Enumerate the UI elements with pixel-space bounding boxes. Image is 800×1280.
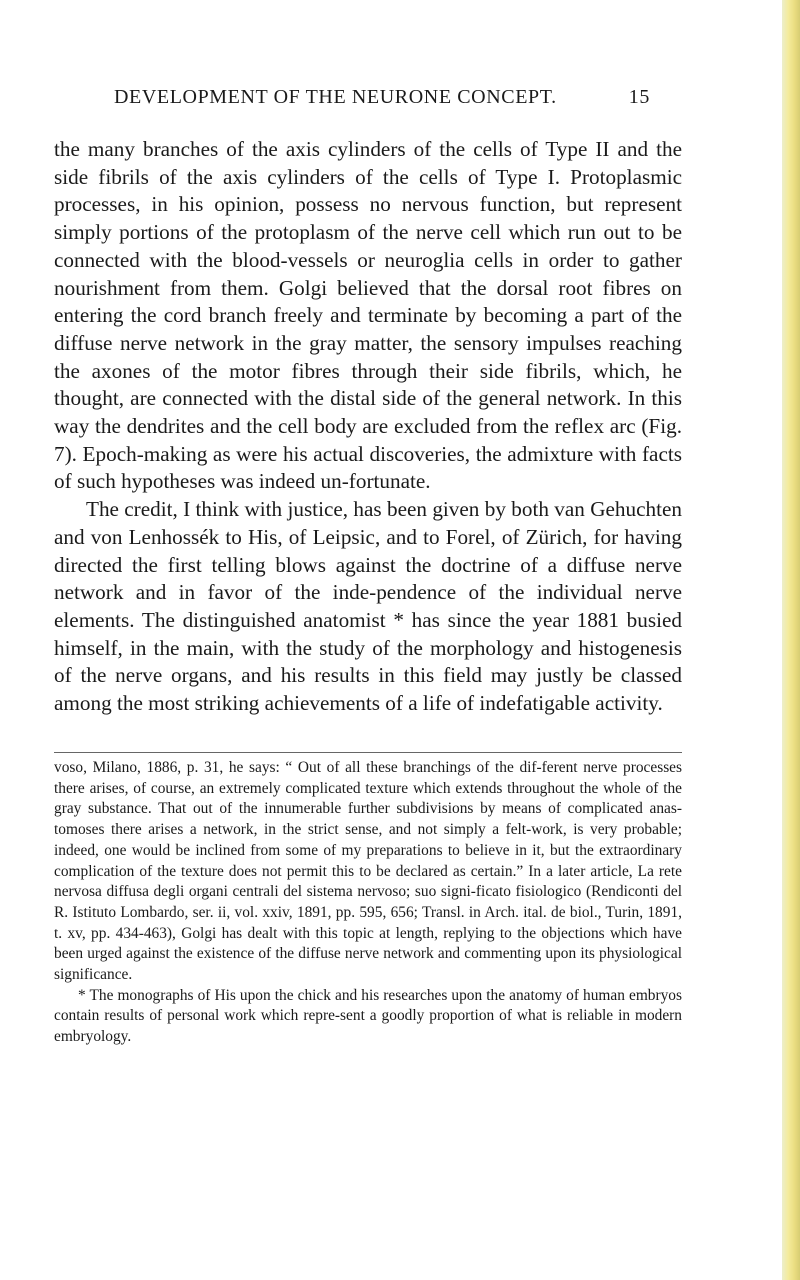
footnote-separator <box>54 752 682 753</box>
body-paragraph-2: The credit, I think with justice, has been given by both van Gehuchten and von Lenhossék to His, of Leipsic, and to Forel, of Zürich, for having directed the first telling blows against the doctrine of a diffuse nerve network and in favor of the inde-pendence of the individual nerve elements. The distinguished anatomist * has since the year 1881 busied himself, in the main, with the study of the morphology and histogenesis of the nerve organs, and his results in this field may justly be classed among the most striking achievements of a life of indefatigable activity. <box>54 497 682 716</box>
footnote-asterisk: * The monographs of His upon the chick and his researches upon the anatomy of human embryos contain results of personal work which repre-sent a goodly proportion of what is reliable in modern embryology. <box>54 986 682 1046</box>
page-edge-discoloration <box>782 0 800 1280</box>
page-number: 15 <box>628 86 650 108</box>
body-text <box>54 136 682 718</box>
footnote-continuation: voso, Milano, 1886, p. 31, he says: “ Out of all these branchings of the dif-ferent nerve processes there arises, of course, an extremely complicated texture which extends throughout the whole of the gray substance. That out of the innumerable further subdivisions by means of complicated anas-tomoses there arises a network, in the strict sense, and not simply a felt-work, is very probable; indeed, one would be inclined from some of my preparations to believe in it, but the extraordinary complication of the texture does not permit this to be declared as certain.” In a later article, La rete nervosa diffusa degli organi centrali del sistema nervoso; suo signi-ficato fisiologico (Rendiconti del R. Istituto Lombardo, ser. ii, vol. xxiv, 1891, pp. 595, 656; Transl. in Arch. ital. de biol., Turin, 1891, t. xv, pp. 434-463), Golgi has dealt with this topic at length, replying to the objections which have been urged against the existence of the diffuse nerve network and commenting upon its physiological significance. <box>54 759 682 984</box>
footnotes <box>54 758 682 1048</box>
running-title: DEVELOPMENT OF THE NEURONE CONCEPT. <box>114 86 557 108</box>
body-paragraph-1: the many branches of the axis cylinders of the cells of Type II and the side fibrils of the axis cylinders of the cells of Type I. Protoplasmic processes, in his opinion, possess no nervous function, but represent simply portions of the protoplasm of the nerve cell which run out to be connected with the blood-vessels or neuroglia cells in order to gather nourishment from them. Golgi believed that the dorsal root fibres on entering the cord branch freely and terminate by becoming a part of the diffuse nerve network in the gray matter, the sensory impulses reaching the axones of the motor fibres through their side fibrils, which, he thought, are connected with the distal side of the general network. In this way the dendrites and the cell body are excluded from the reflex arc (Fig. 7). Epoch-making as were his actual discoveries, the admixture with facts of such hypotheses was indeed un-fortunate. <box>54 137 682 494</box>
running-head <box>114 86 650 114</box>
